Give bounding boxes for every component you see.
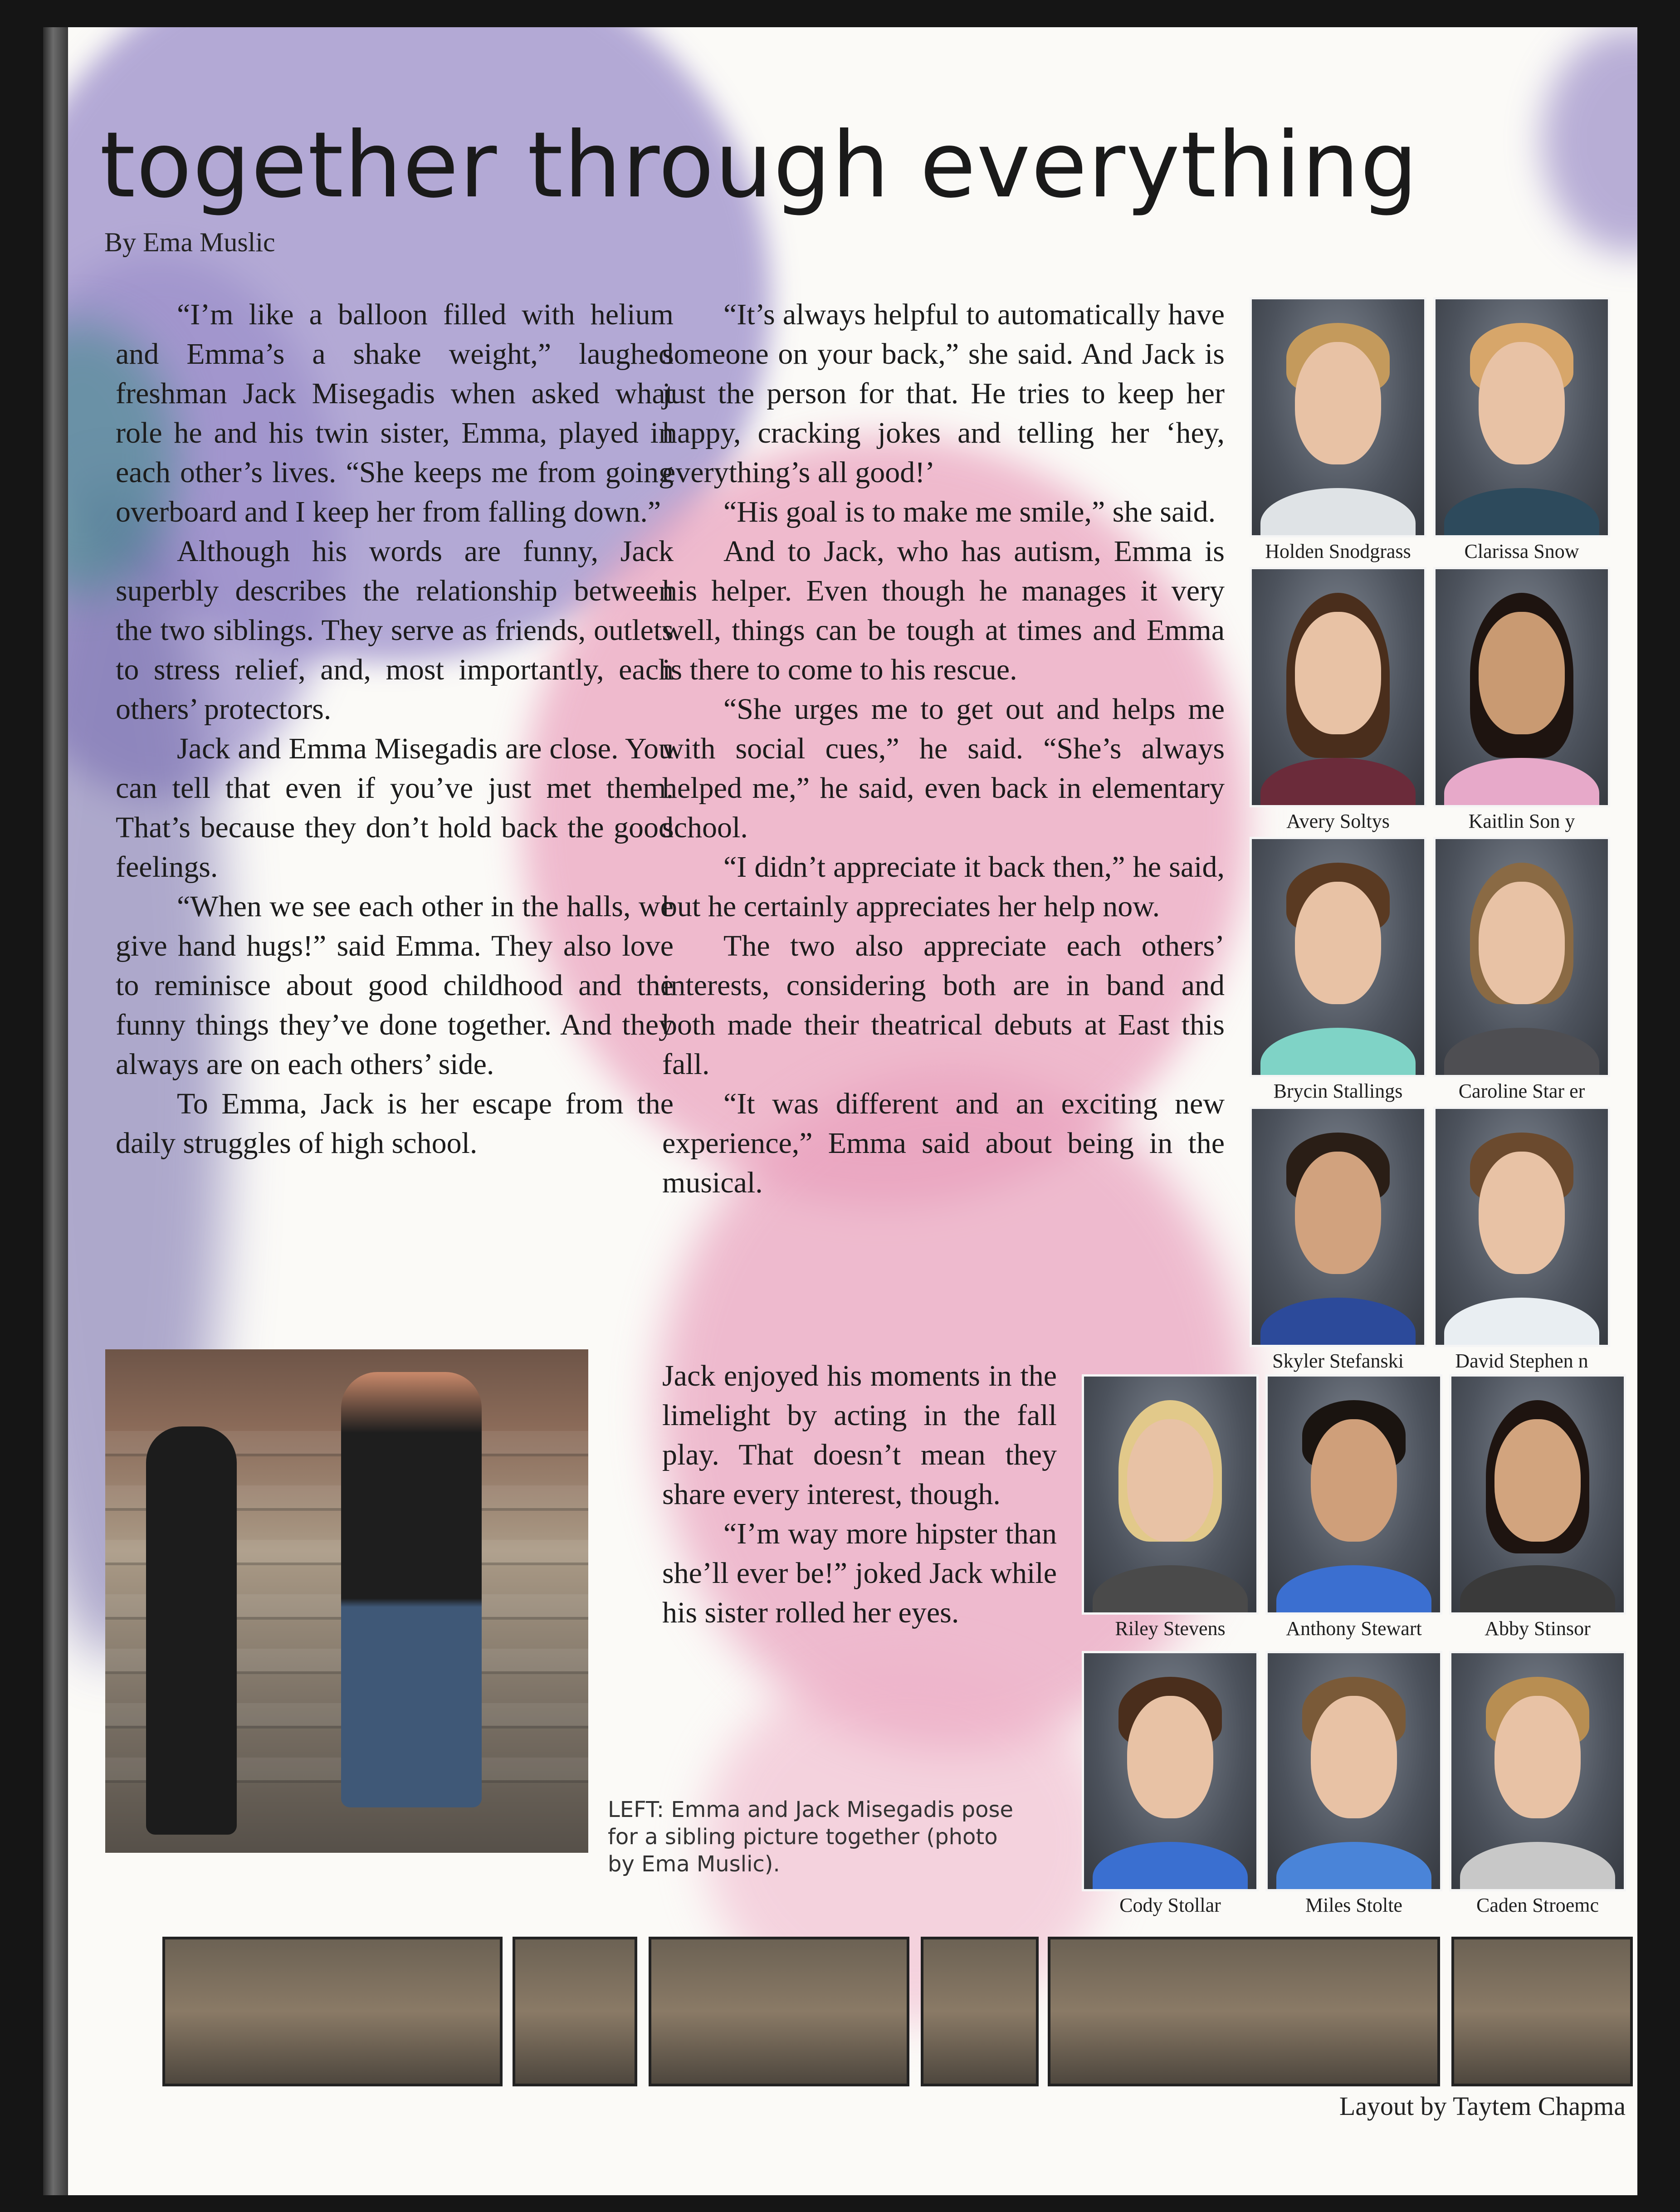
portrait-photo	[1433, 837, 1610, 1077]
paragraph: “His goal is to make me smile,” she said.	[723, 495, 1216, 528]
portrait-photo	[1265, 1374, 1442, 1615]
paragraph: “When we see each other in the halls, we give hand hugs!” said Emma. They also love to reminisce about good childhood and the funny things they’ve done together. And they always are on each others’ side.	[116, 890, 674, 1081]
portrait-name: Anthony Stewart	[1286, 1617, 1422, 1640]
portrait-photo	[1433, 1107, 1610, 1347]
person-jack	[341, 1372, 482, 1807]
face	[1127, 1419, 1213, 1542]
portrait-name: Caroline Star er	[1458, 1080, 1585, 1102]
layout-credit: Layout by Taytem Chapma	[1339, 2091, 1626, 2121]
paragraph: And to Jack, who has autism, Emma is his helper. Even though he manages it very well, things can be tough at times and Emma is there to come to his rescue.	[662, 535, 1225, 686]
portrait-photo	[1250, 1107, 1426, 1347]
face	[1311, 1696, 1397, 1818]
article-column-middle	[662, 295, 1225, 1202]
article-column-middle-continued	[662, 1356, 1057, 1632]
shirt	[1093, 1842, 1248, 1891]
portrait-name: Cody Stollar	[1119, 1894, 1221, 1916]
portrait-photo	[1082, 1374, 1259, 1615]
portrait-name: Riley Stevens	[1115, 1617, 1226, 1640]
face	[1295, 1152, 1381, 1274]
candid-photo	[513, 1937, 637, 2086]
portrait-name: Caden Stroemc	[1476, 1894, 1599, 1916]
face	[1295, 342, 1381, 464]
candid-photo	[162, 1937, 503, 2086]
portrait-photo	[1449, 1374, 1626, 1615]
portrait-photo	[1433, 567, 1610, 807]
portrait-name: Abby Stinsor	[1485, 1617, 1591, 1640]
portrait-name: David Stephen n	[1455, 1350, 1588, 1372]
portrait-name: Avery Soltys	[1286, 810, 1390, 832]
shirt	[1444, 1028, 1599, 1077]
face	[1127, 1696, 1213, 1818]
portrait-name: Clarissa Snow	[1464, 540, 1579, 562]
shirt	[1444, 1298, 1599, 1347]
shirt	[1444, 488, 1599, 537]
portrait-photo	[1250, 297, 1426, 537]
portrait-photo	[1449, 1651, 1626, 1891]
portrait-name: Kaitlin Son y	[1468, 810, 1575, 832]
paragraph: “I’m way more hipster than she’ll ever be!” joked Jack while his sister rolled her eyes.	[662, 1517, 1057, 1629]
shirt	[1276, 1842, 1431, 1891]
face	[1295, 612, 1381, 734]
shirt	[1260, 758, 1416, 807]
paragraph: “It’s always helpful to automatically have someone on your back,” she said. And Jack is just the person for that. He tries to keep her happy, cracking jokes and telling her ‘hey, everything’s all good!’	[662, 298, 1225, 489]
shirt	[1460, 1842, 1615, 1891]
face	[1494, 1696, 1581, 1818]
face	[1494, 1419, 1581, 1542]
face	[1479, 612, 1565, 734]
paragraph: “It was different and an exciting new experience,” Emma said about being in the musical.	[662, 1087, 1225, 1199]
candid-photo	[1048, 1937, 1440, 2086]
paragraph: Jack and Emma Misegadis are close. You can tell that even if you’ve just met them. That’s because they don’t hold back the good feelings.	[116, 732, 674, 884]
byline: By Ema Muslic	[104, 227, 275, 257]
portrait-name: Skyler Stefanski	[1272, 1350, 1404, 1372]
portrait-name: Miles Stolte	[1305, 1894, 1402, 1916]
face	[1479, 342, 1565, 464]
portrait-photo	[1250, 567, 1426, 807]
candid-photo	[921, 1937, 1039, 2086]
face	[1311, 1419, 1397, 1542]
shirt	[1460, 1565, 1615, 1615]
portrait-photo	[1082, 1651, 1259, 1891]
paragraph: To Emma, Jack is her escape from the daily struggles of high school.	[116, 1087, 674, 1160]
face	[1479, 882, 1565, 1004]
shirt	[1260, 1298, 1416, 1347]
portrait-photo	[1265, 1651, 1442, 1891]
paragraph: “I didn’t appreciate it back then,” he said, but he certainly appreciates her help now.	[662, 850, 1225, 923]
page-title: together through everything	[100, 112, 1419, 218]
shirt	[1276, 1565, 1431, 1615]
sibling-photo	[105, 1349, 588, 1853]
paragraph: The two also appreciate each others’ interests, considering both are in band and both made their theatrical debuts at East this fall.	[662, 929, 1225, 1081]
face	[1295, 882, 1381, 1004]
portrait-photo	[1433, 297, 1610, 537]
face	[1479, 1152, 1565, 1274]
person-emma	[146, 1426, 237, 1835]
photo-caption: LEFT: Emma and Jack Misegadis pose for a sibling picture together (photo by Ema Muslic).	[608, 1797, 1014, 1877]
shirt	[1260, 488, 1416, 537]
paragraph: “I’m like a balloon filled with helium and Emma’s a shake weight,” laughed freshman Jack Misegadis when asked what role he and his twin sister, Emma, played in each other’s lives. “She keeps me from going overboard and I keep her from falling down.”	[116, 298, 674, 528]
portrait-name: Holden Snodgrass	[1265, 540, 1411, 562]
shirt	[1260, 1028, 1416, 1077]
portrait-name: Brycin Stallings	[1273, 1080, 1403, 1102]
candid-photo	[1451, 1937, 1633, 2086]
paragraph: Although his words are funny, Jack superbly describes the relationship between the two siblings. They serve as friends, outlets to stress relief, and, most importantly, each others’ protectors.	[116, 535, 674, 726]
shirt	[1444, 758, 1599, 807]
article-column-left	[116, 295, 674, 1163]
book-spine	[43, 27, 68, 2195]
candid-photo	[649, 1937, 909, 2086]
shirt	[1093, 1565, 1248, 1615]
portrait-photo	[1250, 837, 1426, 1077]
paragraph: Jack enjoyed his moments in the limelight by acting in the fall play. That doesn’t mean they share every interest, though.	[662, 1359, 1057, 1511]
paragraph: “She urges me to get out and helps me with social cues,” he said. “She’s always helped me,” he said, even back in elementary school.	[662, 693, 1225, 844]
